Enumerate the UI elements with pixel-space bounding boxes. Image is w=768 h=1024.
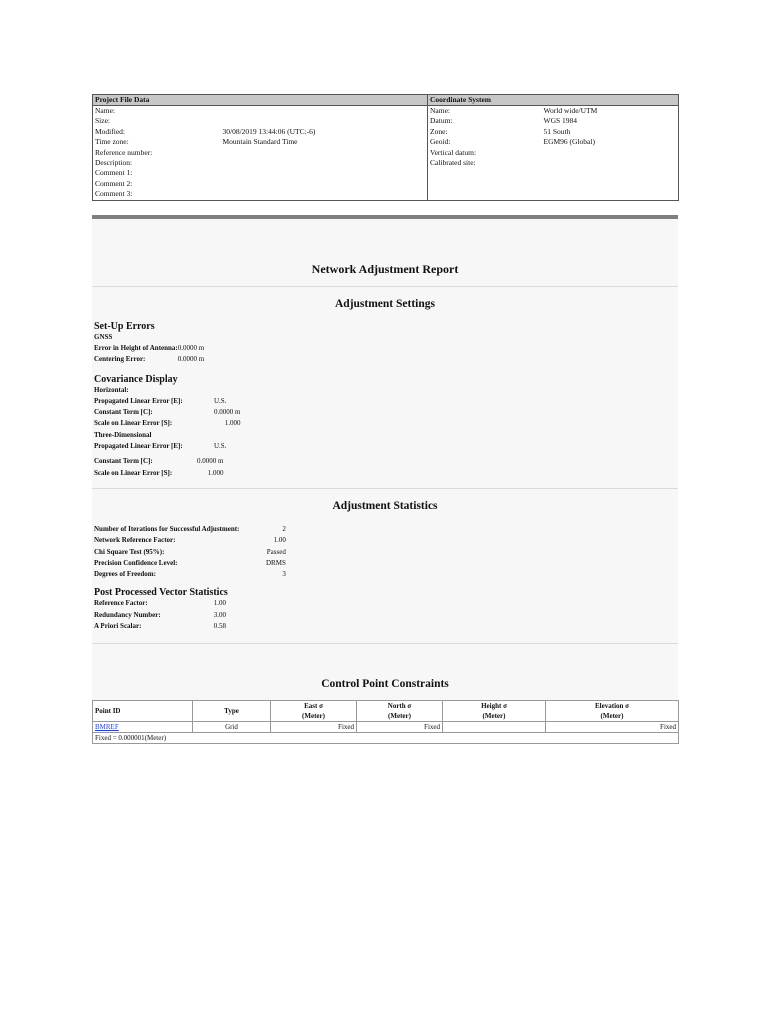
covariance-display-heading: Covariance Display xyxy=(94,373,178,385)
project-value xyxy=(221,179,428,189)
info-row xyxy=(93,127,679,137)
project-value xyxy=(221,116,428,126)
info-row xyxy=(93,158,679,168)
post-processed-vector-heading: Post Processed Vector Statistics xyxy=(94,587,228,599)
info-row xyxy=(93,148,679,158)
statistic-value: DRMS xyxy=(266,558,286,567)
setting-label: Scale on Linear Error [S]: xyxy=(94,419,173,428)
setting-value: 1.000 xyxy=(224,419,241,428)
project-value xyxy=(221,189,428,200)
coordinate-value: EGM96 (Global) xyxy=(543,137,595,147)
coordinate-label: Geoid: xyxy=(428,137,542,147)
statistic-value: 1.00 xyxy=(273,536,286,545)
setting-value: 0.0000 m xyxy=(177,343,205,352)
column-header: Type xyxy=(193,701,271,722)
coordinate-label: Vertical datum: xyxy=(428,148,542,158)
statistic-value: 0.58 xyxy=(213,622,226,630)
type-cell: Grid xyxy=(193,722,271,733)
project-label: Time zone: xyxy=(95,137,129,147)
column-header: Height σ (Meter) xyxy=(443,701,546,722)
table-row xyxy=(93,722,679,733)
setting-value: 0.0000 m xyxy=(197,457,224,466)
column-header: East σ (Meter) xyxy=(271,701,357,722)
coordinate-label: Zone: xyxy=(428,127,542,137)
fixed-footnote: Fixed = 0.000001(Meter) xyxy=(93,733,679,744)
report-page xyxy=(92,94,678,744)
statistic-label: Reference Factor: xyxy=(94,599,148,608)
project-value: Mountain Standard Time xyxy=(222,137,298,147)
table-footnote-row xyxy=(93,733,679,744)
coordinate-label: Datum: xyxy=(428,116,542,126)
adjustment-settings-section xyxy=(92,321,678,479)
project-label: Description: xyxy=(95,158,133,168)
setting-label: Propagated Linear Error [E]: xyxy=(94,442,183,451)
statistic-label: Number of Iterations for Successful Adjustment: xyxy=(94,524,240,533)
setting-label: Centering Error: xyxy=(94,355,146,364)
control-point-constraints-title: Control Point Constraints xyxy=(321,678,449,691)
setting-label: Constant Term [C]: xyxy=(94,408,153,417)
project-label: Modified: xyxy=(95,126,125,136)
covariance-horizontal-table xyxy=(94,396,240,430)
column-header: Elevation σ (Meter) xyxy=(546,701,679,722)
control-point-table xyxy=(92,700,679,744)
north-sigma-cell: Fixed xyxy=(357,722,443,733)
info-row xyxy=(93,168,679,178)
statistics-table xyxy=(94,524,286,580)
info-row xyxy=(93,179,679,189)
info-row xyxy=(93,189,679,200)
adjustment-statistics-title: Adjustment Statistics xyxy=(332,499,438,512)
statistic-label: Network Reference Factor: xyxy=(94,536,176,545)
gnss-subheading: GNSS xyxy=(94,332,113,341)
statistic-label: Chi Square Test (95%): xyxy=(94,547,165,556)
elevation-sigma-cell: Fixed xyxy=(546,722,679,733)
column-header: North σ (Meter) xyxy=(357,701,443,722)
project-value xyxy=(221,168,428,178)
coordinate-value xyxy=(542,158,679,168)
project-value xyxy=(221,158,428,168)
adjustment-settings-title: Adjustment Settings xyxy=(335,297,435,310)
statistic-label: A Priori Scalar: xyxy=(94,622,142,630)
height-sigma-cell xyxy=(443,722,546,733)
column-header: Point ID xyxy=(93,701,193,722)
statistic-value: 3 xyxy=(282,570,286,579)
coordinate-value: 51 South xyxy=(543,126,571,136)
ppv-statistics-table xyxy=(94,598,226,632)
report-title: Network Adjustment Report xyxy=(311,261,459,276)
setting-value: 0.0000 m xyxy=(214,408,241,417)
statistic-label: Redundancy Number: xyxy=(94,610,161,619)
setting-label: Error in Height of Antenna: xyxy=(94,343,178,352)
setting-value: 1.000 xyxy=(207,468,224,477)
coordinate-system-header: Coordinate System xyxy=(428,95,679,106)
project-value xyxy=(221,106,428,117)
setting-label: Propagated Linear Error [E]: xyxy=(94,396,183,405)
coordinate-label: Calibrated site: xyxy=(428,158,542,168)
setting-value: U.S. xyxy=(214,396,227,405)
statistic-value: Passed xyxy=(266,547,286,556)
coordinate-label: Name: xyxy=(428,106,542,117)
info-row xyxy=(93,116,679,126)
setup-errors-table xyxy=(94,343,204,366)
horizontal-subheading: Horizontal: xyxy=(94,385,129,394)
three-dimensional-subheading: Three-Dimensional xyxy=(94,430,152,439)
project-value xyxy=(221,148,428,158)
info-row xyxy=(93,106,679,117)
setting-label: Scale on Linear Error [S]: xyxy=(94,468,173,477)
setting-label: Constant Term [C]: xyxy=(94,457,153,466)
project-label: Size: xyxy=(95,116,110,126)
east-sigma-cell: Fixed xyxy=(271,722,357,733)
covariance-extra-table xyxy=(94,456,223,479)
report-body xyxy=(92,219,678,745)
point-id-link[interactable]: BMREF xyxy=(95,723,119,732)
statistic-value: 3.00 xyxy=(213,610,226,619)
info-row xyxy=(93,137,679,147)
setup-errors-heading: Set-Up Errors xyxy=(94,320,155,332)
statistic-label: Degrees of Freedom: xyxy=(94,570,156,579)
coordinate-value: World wide/UTM xyxy=(543,106,598,115)
project-file-data-header: Project File Data xyxy=(93,95,428,106)
coordinate-value xyxy=(542,148,679,158)
statistic-value: 1.00 xyxy=(213,599,226,608)
statistic-value: 2 xyxy=(282,524,286,533)
covariance-3d-table xyxy=(94,441,226,452)
project-label: Comment 2: xyxy=(95,178,133,188)
project-value: 30/08/2019 13:44:06 (UTC:-6) xyxy=(222,126,316,136)
project-label: Name: xyxy=(95,106,115,115)
project-label: Comment 3: xyxy=(95,189,133,199)
adjustment-statistics-section xyxy=(92,524,678,632)
coordinate-value: WGS 1984 xyxy=(543,116,578,126)
setting-value: U.S. xyxy=(214,442,227,451)
setting-value: 0.0000 m xyxy=(177,355,205,364)
project-coordinate-table xyxy=(92,94,679,201)
project-label: Reference number: xyxy=(95,147,153,157)
table-header-row xyxy=(93,701,679,722)
project-label: Comment 1: xyxy=(95,168,133,178)
statistic-label: Precision Confidence Level: xyxy=(94,558,178,567)
